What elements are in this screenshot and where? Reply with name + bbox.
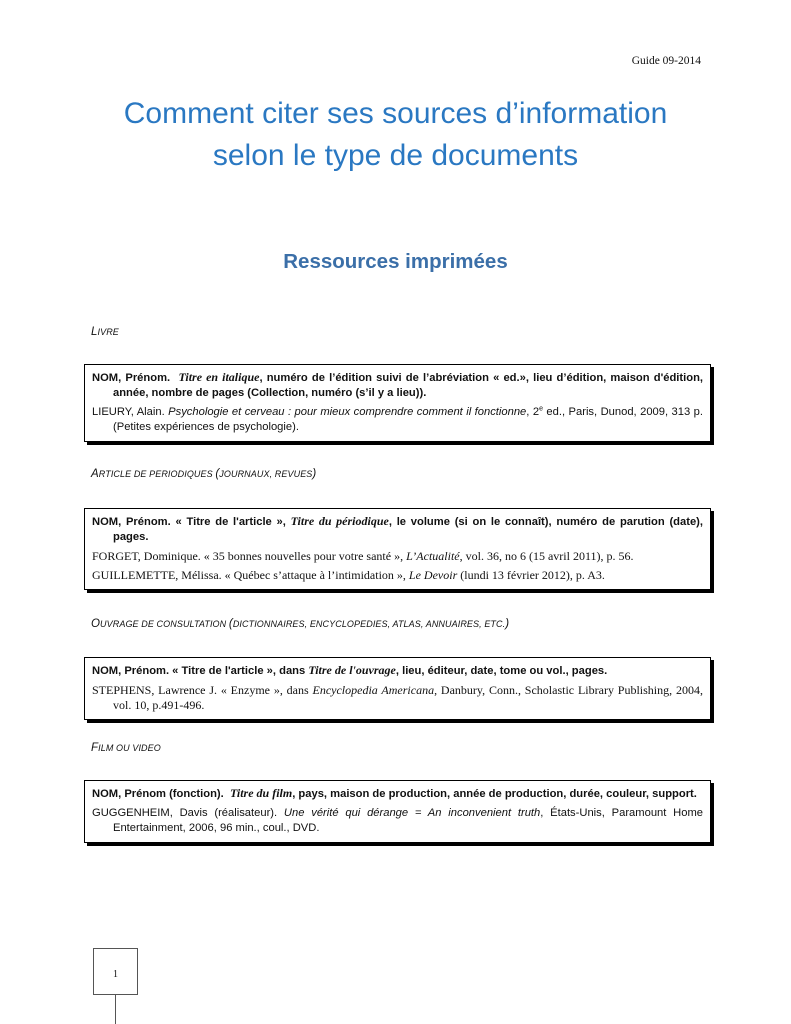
section-title: Ressources imprimées: [283, 250, 508, 273]
citation-template: NOM, Prénom. Titre en italique, numéro de l’édition suivi de l’abréviation « ed.», lieu d’édition, maison d'édition, année, nombre de pages (Collection, numéro (s’il y a lieu)).: [92, 370, 704, 399]
page-number-line: [115, 995, 116, 1024]
citation-example: LIEURY, Alain. Psychologie et cerveau : pour mieux comprendre comment il fonctionne, 2e ed., Paris, Dunod, 2009, 313 p. (Petites expériences de psychologie).: [92, 405, 703, 433]
citation-example: GUILLEMETTE, Mélissa. « Québec s’attaque à l’intimidation », Le Devoir (lundi 13 février 2012), p. A3.: [92, 568, 605, 582]
page-title-line-2: selon le type de documents: [212, 139, 579, 172]
page-number-box: [93, 948, 138, 995]
citation-template: NOM, Prénom (fonction). Titre du film, pays, maison de production, année de production, durée, couleur, support.: [92, 786, 697, 800]
citation-template: NOM, Prénom. « Titre de l'article », Titre du périodique, le volume (si on le connaît), numéro de parution (date), pages.: [92, 514, 704, 543]
page-title-line-1: Comment citer ses sources d’information: [123, 97, 668, 130]
page-title: [40, 93, 751, 177]
heading-film: FILM OU VIDEO: [91, 742, 161, 754]
heading-ouvrage: OUVRAGE DE CONSULTATION (DICTIONNAIRES, ENCYCLOPEDIES, ATLAS, ANNUAIRES, ETC.): [91, 618, 510, 630]
citation-box-article: [84, 508, 711, 590]
citation-example: FORGET, Dominique. « 35 bonnes nouvelles pour votre santé », L’Actualité, vol. 36, no 6 (15 avril 2011), p. 56.: [92, 549, 634, 563]
citation-example: STEPHENS, Lawrence J. « Enzyme », dans Encyclopedia Americana, Danbury, Conn., Scholastic Library Publishing, 2004, vol. 10, p.491-496.: [92, 683, 703, 712]
heading-article: ARTICLE DE PERIODIQUES (JOURNAUX, REVUES): [91, 468, 317, 480]
citation-example: GUGGENHEIM, Davis (réalisateur). Une vérité qui dérange = An inconvenient truth, États-Unis, Paramount Home Entertainment, 2006, 96 min., coul., DVD.: [92, 807, 703, 834]
page-number: 1: [113, 969, 118, 980]
document-code: Guide 09-2014: [631, 55, 701, 67]
heading-livre: LIVRE: [91, 326, 119, 338]
citation-box-ouvrage: [84, 657, 711, 720]
citation-box-livre: [84, 364, 711, 442]
citation-box-film: [84, 780, 711, 843]
citation-template: NOM, Prénom. « Titre de l'article », dans Titre de l'ouvrage, lieu, éditeur, date, tome ou vol., pages.: [92, 663, 608, 677]
